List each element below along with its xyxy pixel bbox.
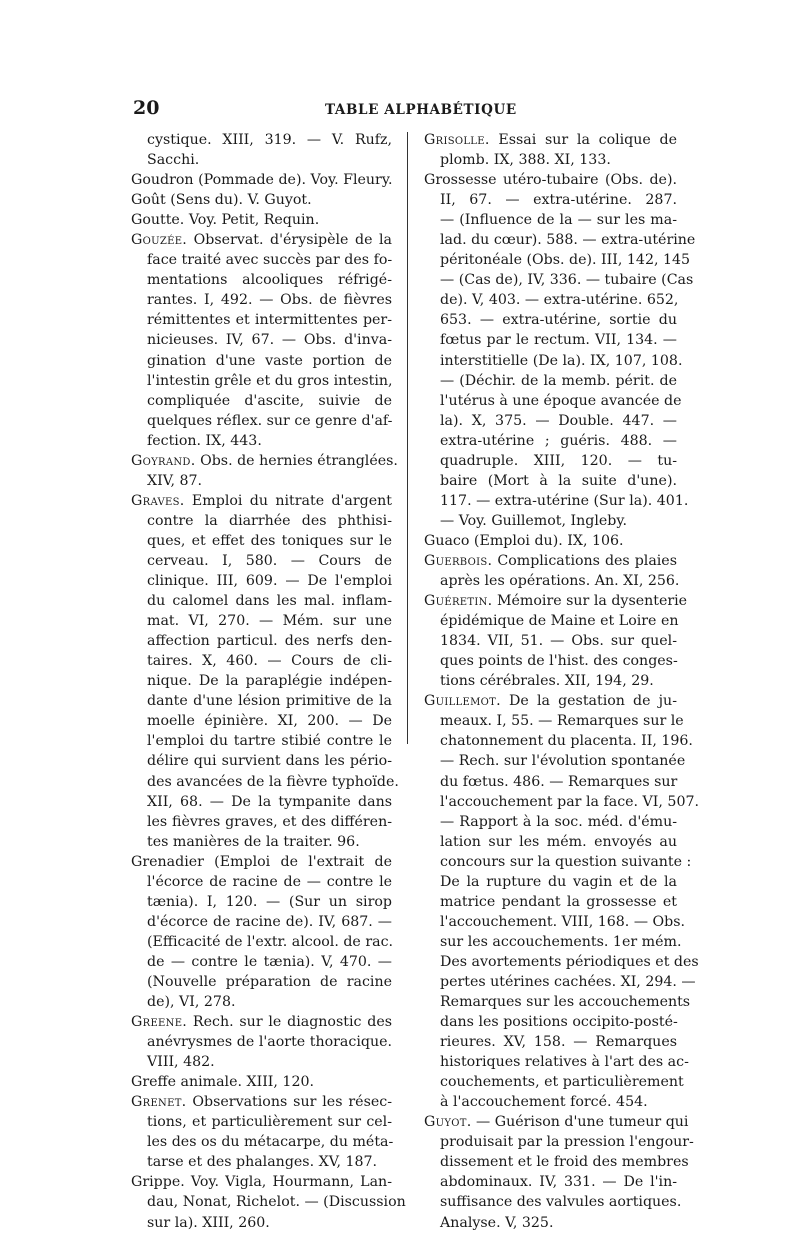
entry-line: lation sur les mém. envoyés au xyxy=(440,833,677,850)
entry-line xyxy=(424,130,677,150)
entry-line: suffisance des valvules aortiques. xyxy=(440,1194,682,1211)
entry-heading: Greene. xyxy=(131,1014,188,1031)
entry-line: sur la). XIII, 260. xyxy=(147,1214,270,1231)
entry-line: clinique. III, 609. — De l'emploi xyxy=(147,573,392,590)
entry-line: — Rech. sur l'évolution spontanée xyxy=(440,753,686,770)
entry-line: XIV, 87. xyxy=(147,472,203,489)
entry-line: matrice pendant la grossesse et xyxy=(440,893,677,910)
entry-line: d'écorce de racine de). IV, 687. — xyxy=(147,913,392,930)
entry-heading: Gouzée. xyxy=(131,232,188,249)
entry-line xyxy=(131,1012,392,1032)
entry-line: Analyse. V, 325. xyxy=(440,1214,554,1231)
entry-line: face traité avec succès par des fo- xyxy=(147,252,393,269)
entry-text: Essai sur la colique de xyxy=(489,132,677,148)
entry-heading: Goyrand. xyxy=(131,452,196,469)
entry-line: Sacchi. xyxy=(147,152,200,169)
entry-line: couchements, et particulièrement xyxy=(440,1074,684,1091)
entry-line: affection particul. des nerfs den- xyxy=(147,633,392,650)
entry-line: les des os du métacarpe, du méta- xyxy=(147,1134,394,1151)
index-entry xyxy=(131,170,392,190)
entry-line: contre la diarrhée des phthisi- xyxy=(147,512,392,529)
index-entry xyxy=(131,852,392,1012)
entry-line: lad. du cœur). 588. — extra-utérine xyxy=(440,232,696,249)
entry-line: Goutte. Voy. Petit, Requin. xyxy=(131,212,320,229)
entry-line: l'écorce de racine de — contre le xyxy=(147,873,392,890)
entry-line: compliquée d'ascite, suivie de xyxy=(147,392,392,409)
entry-line: l'accouchement. VIII, 168. — Obs. xyxy=(440,913,686,930)
column-divider xyxy=(407,132,408,744)
entry-heading: Guillemot. xyxy=(424,693,501,710)
entry-line: Grippe. Voy. Vigla, Hourmann, Lan- xyxy=(131,1174,392,1191)
entry-line: Grenadier (Emploi de l'extrait de xyxy=(131,853,392,870)
index-entry xyxy=(424,691,700,1112)
entry-line: 117. — extra-utérine (Sur la). 401. xyxy=(440,492,689,509)
entry-line: ques points de l'hist. des conges- xyxy=(440,653,678,670)
index-entry xyxy=(424,591,688,691)
entry-line: 653. — extra-utérine, sortie du xyxy=(440,312,677,329)
entry-line: pertes utérines cachées. XI, 294. — xyxy=(440,973,696,990)
entry-heading: Guyot. xyxy=(424,1114,472,1131)
entry-line: mentations alcooliques réfrigé- xyxy=(147,272,392,289)
index-entry xyxy=(424,531,677,551)
entry-line: cystique. XIII, 319. — V. Rufz, xyxy=(147,132,392,148)
entry-text: Complications des plaies xyxy=(492,552,677,569)
entry-line: rémittentes et intermittentes per- xyxy=(147,312,392,329)
entry-line: tions, et particulièrement sur cel- xyxy=(147,1114,392,1131)
entry-line: Greffe animale. XIII, 120. xyxy=(131,1074,315,1091)
entry-line: dante d'une lésion primitive de la xyxy=(147,693,392,710)
entry-line: Goudron (Pommade de). Voy. Fleury. xyxy=(131,172,393,189)
entry-line: de — contre le tænia). V, 470. — xyxy=(147,953,392,970)
entry-line: Goût (Sens du). V. Guyot. xyxy=(131,192,312,209)
entry-line: épidémique de Maine et Loire en xyxy=(440,613,679,630)
index-entry xyxy=(131,451,398,491)
entry-line xyxy=(131,230,392,250)
running-title: TABLE ALPHABÉTIQUE xyxy=(325,102,517,118)
index-entry xyxy=(131,130,392,170)
index-entry xyxy=(131,491,399,852)
entry-line: du fœtus. 486. — Remarques sur xyxy=(440,773,678,790)
entry-text: Observations sur les résec- xyxy=(186,1094,392,1111)
index-entry xyxy=(424,551,680,591)
entry-line: rantes. I, 492. — Obs. de fièvres xyxy=(147,292,392,309)
entry-line xyxy=(131,1092,392,1112)
entry-line: la). X, 375. — Double. 447. — xyxy=(440,412,677,429)
index-entry xyxy=(424,170,696,531)
entry-line: tarse et des phalanges. XV, 187. xyxy=(147,1154,378,1171)
entry-line: abdominaux. IV, 331. — De l'in- xyxy=(440,1174,677,1191)
entry-line: sur les accouchements. 1er mém. xyxy=(440,933,682,950)
entry-line: (Efficacité de l'extr. alcool. de rac. xyxy=(147,933,394,950)
entry-line: — Rapport à la soc. méd. d'ému- xyxy=(440,813,677,830)
index-entry xyxy=(131,210,392,230)
entry-text: Observat. d'érysipèle de la xyxy=(187,232,392,249)
entry-line: Grossesse utéro-tubaire (Obs. de). xyxy=(424,172,677,189)
index-entry xyxy=(424,130,677,170)
entry-line: produisait par la pression l'engour- xyxy=(440,1134,694,1151)
entry-text: Obs. de hernies étranglées. xyxy=(195,452,398,469)
index-column-right xyxy=(424,130,700,1233)
entry-line: dans les positions occipito-posté- xyxy=(440,1014,678,1031)
entry-line: l'intestin grêle et du gros intestin, xyxy=(147,372,393,389)
entry-line: Remarques sur les accouchements xyxy=(440,994,691,1011)
entry-text: Rech. sur le diagnostic des xyxy=(187,1014,392,1031)
entry-line: rieures. XV, 158. — Remarques xyxy=(440,1034,677,1051)
entry-line: l'accouchement par la face. VI, 507. xyxy=(440,793,700,810)
entry-heading: Grenet. xyxy=(131,1094,187,1111)
entry-line: après les opérations. An. XI, 256. xyxy=(440,573,680,590)
index-entry xyxy=(131,1172,406,1232)
entry-line xyxy=(424,551,677,571)
index-entry xyxy=(131,1012,392,1072)
entry-line: quelques réflex. sur ce genre d'af- xyxy=(147,412,393,429)
entry-text: De la gestation de ju- xyxy=(500,693,677,710)
entry-line: — (Influence de la — sur les ma- xyxy=(440,212,677,229)
entry-line: quadruple. XIII, 120. — tu- xyxy=(440,452,677,469)
entry-line: (Nouvelle préparation de racine xyxy=(147,973,392,990)
entry-line: péritonéale (Obs. de). III, 142, 145 xyxy=(440,252,691,269)
entry-line: moelle épinière. XI, 200. — De xyxy=(147,713,392,730)
entry-line: — (Déchir. de la memb. périt. de xyxy=(440,372,677,389)
entry-line: à l'accouchement forcé. 454. xyxy=(440,1094,648,1111)
index-entry xyxy=(131,1092,392,1172)
entry-line: taires. X, 460. — Cours de cli- xyxy=(147,653,392,670)
entry-line: meaux. I, 55. — Remarques sur le xyxy=(440,713,684,730)
entry-line: extra-utérine ; guéris. 488. — xyxy=(440,432,677,449)
entry-line: II, 67. — extra-utérine. 287. xyxy=(440,192,677,209)
entry-line xyxy=(424,691,677,711)
entry-line: dau, Nonat, Richelot. — (Discussion xyxy=(147,1194,406,1211)
entry-line: gination d'une vaste portion de xyxy=(147,352,392,369)
entry-line: Guaco (Emploi du). IX, 106. xyxy=(424,532,624,549)
entry-text: Mémoire sur la dysenterie xyxy=(492,593,688,610)
entry-line: interstitielle (De la). IX, 107, 108. xyxy=(440,352,683,369)
page-number: 20 xyxy=(133,97,160,119)
index-entry xyxy=(131,1072,392,1092)
entry-line: — Voy. Guillemot, Ingleby. xyxy=(440,512,628,529)
entry-line: cerveau. I, 580. — Cours de xyxy=(147,552,392,569)
entry-text: Emploi du nitrate d'argent xyxy=(184,492,392,509)
entry-line: dissement et le froid des membres xyxy=(440,1154,689,1171)
entry-heading: Grisolle. xyxy=(424,132,490,148)
entry-line: tænia). I, 120. — (Sur un sirop xyxy=(147,893,392,910)
entry-line: fœtus par le rectum. VII, 134. — xyxy=(440,332,677,349)
entry-line: nique. De la paraplégie indépen- xyxy=(147,673,392,690)
index-entry xyxy=(131,230,392,451)
entry-line: anévrysmes de l'aorte thoracique. xyxy=(147,1034,392,1051)
entry-line xyxy=(424,591,688,611)
entry-line: de), VI, 278. xyxy=(147,994,236,1011)
entry-heading: Guéretin. xyxy=(424,593,493,610)
entry-line: XII, 68. — De la tympanite dans xyxy=(147,793,392,810)
entry-line: tions cérébrales. XII, 194, 29. xyxy=(440,673,654,690)
entry-line: Des avortements périodiques et des xyxy=(440,953,699,970)
entry-heading: Graves. xyxy=(131,492,185,509)
entry-line: des avancées de la fièvre typhoïde. xyxy=(147,773,399,790)
entry-line: 1834. VII, 51. — Obs. sur quel- xyxy=(440,633,677,650)
index-entry xyxy=(131,190,392,210)
entry-line: De la rupture du vagin et de la xyxy=(440,873,677,890)
entry-line xyxy=(424,1112,689,1132)
entry-text: — Guérison d'une tumeur qui xyxy=(471,1114,689,1131)
entry-line: du calomel dans les mal. inflam- xyxy=(147,593,392,610)
entry-line xyxy=(131,451,398,471)
entry-line xyxy=(131,491,392,511)
entry-line: les fièvres graves, et des différen- xyxy=(147,813,392,830)
entry-line: de). V, 403. — extra-utérine. 652, xyxy=(440,292,679,309)
entry-line: nicieuses. IV, 67. — Obs. d'inva- xyxy=(147,332,392,349)
entry-line: — (Cas de), IV, 336. — tubaire (Cas xyxy=(440,272,694,289)
entry-line: tes manières de la traiter. 96. xyxy=(147,833,360,850)
entry-line: baire (Mort à la suite d'une). xyxy=(440,472,677,489)
entry-line: mat. VI, 270. — Mém. sur une xyxy=(147,613,392,630)
entry-line: fection. IX, 443. xyxy=(147,432,262,449)
entry-heading: Guerbois. xyxy=(424,552,493,569)
entry-line: chatonnement du placenta. II, 196. xyxy=(440,733,693,750)
entry-line: plomb. IX, 388. XI, 133. xyxy=(440,152,611,169)
index-column-left xyxy=(131,130,406,1233)
entry-line: l'emploi du tartre stibié contre le xyxy=(147,733,392,750)
entry-line: ques, et effet des toniques sur le xyxy=(147,532,392,549)
entry-line: l'utérus à une époque avancée de xyxy=(440,392,682,409)
entry-line: concours sur la question suivante : xyxy=(440,853,692,870)
entry-line: délire qui survient dans les pério- xyxy=(147,753,392,770)
entry-line: historiques relatives à l'art des ac- xyxy=(440,1054,689,1071)
entry-line: VIII, 482. xyxy=(147,1054,215,1071)
